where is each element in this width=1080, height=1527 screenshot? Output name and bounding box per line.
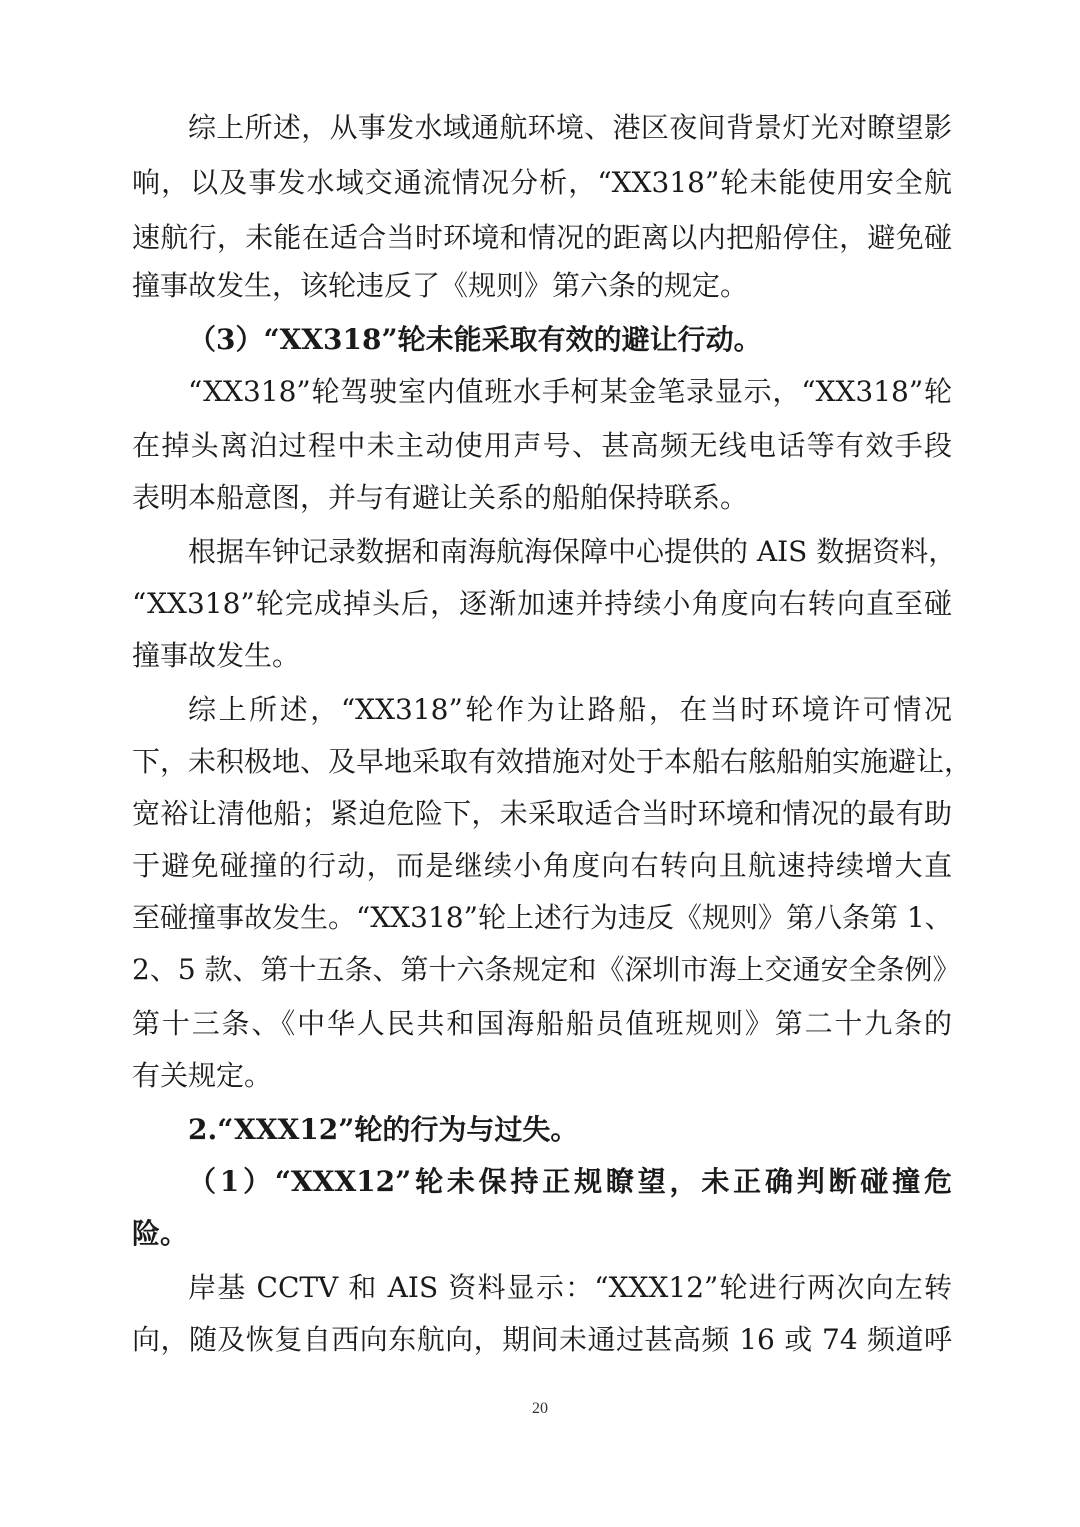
- paragraph-line: 有关规定。: [132, 1059, 273, 1092]
- paragraph-line: 下，未积极地、及早地采取有效措施对处于本船右舷船舶实施避让，: [132, 745, 973, 778]
- paragraph-line: 在掉头离泊过程中未主动使用声号、甚高频无线电话等有效手段: [132, 429, 952, 462]
- paragraph-line: 综上所述，从事发水域通航环境、港区夜间背景灯光对瞭望影: [188, 111, 952, 144]
- paragraph-line: “XX318”轮完成掉头后，逐渐加速并持续小角度向右转向直至碰: [132, 587, 952, 620]
- paragraph-line: 至碰撞事故发生。“XX318”轮上述行为违反《规则》第八条第 1、: [132, 901, 953, 934]
- section-heading: （1）“XXX12”轮未保持正规瞭望，未正确判断碰撞危: [188, 1165, 952, 1198]
- paragraph-line: 宽裕让清他船；紧迫危险下，未采取适合当时环境和情况的最有助: [132, 797, 952, 830]
- paragraph-line: 于避免碰撞的行动，而是继续小角度向右转向且航速持续增大直: [132, 849, 952, 882]
- paragraph-line: 根据车钟记录数据和南海航海保障中心提供的 AIS 数据资料，: [188, 535, 957, 568]
- paragraph-line: 速航行，未能在适合当时环境和情况的距离以内把船停住，避免碰: [132, 221, 952, 254]
- paragraph-line: “XX318”轮驾驶室内值班水手柯某金笔录显示，“XX318”轮: [188, 375, 952, 408]
- paragraph-line: 表明本船意图，并与有避让关系的船舶保持联系。: [132, 481, 749, 514]
- paragraph-line: 第十三条、《中华人民共和国海船船员值班规则》第二十九条的: [132, 1007, 952, 1040]
- page-number: 20: [532, 1400, 548, 1417]
- paragraph-line: 响，以及事发水域交通流情况分析，“XX318”轮未能使用安全航: [132, 166, 952, 199]
- paragraph-line: 向，随及恢复自西向东航向，期间未通过甚高频 16 或 74 频道呼: [132, 1323, 952, 1356]
- section-heading: 2.“XXX12”轮的行为与过失。: [188, 1113, 579, 1146]
- section-heading: （3）“XX318”轮未能采取有效的避让行动。: [188, 323, 762, 356]
- paragraph-line: 2、5 款、第十五条、第十六条规定和《深圳市海上交通安全条例》: [132, 953, 961, 986]
- section-heading: 险。: [132, 1217, 189, 1250]
- paragraph-line: 撞事故发生，该轮违反了《规则》第六条的规定。: [132, 269, 749, 302]
- paragraph-line: 综上所述，“XX318”轮作为让路船，在当时环境许可情况: [188, 693, 952, 726]
- paragraph-line: 撞事故发生。: [132, 639, 301, 672]
- paragraph-line: 岸基 CCTV 和 AIS 资料显示：“XXX12”轮进行两次向左转: [188, 1271, 952, 1304]
